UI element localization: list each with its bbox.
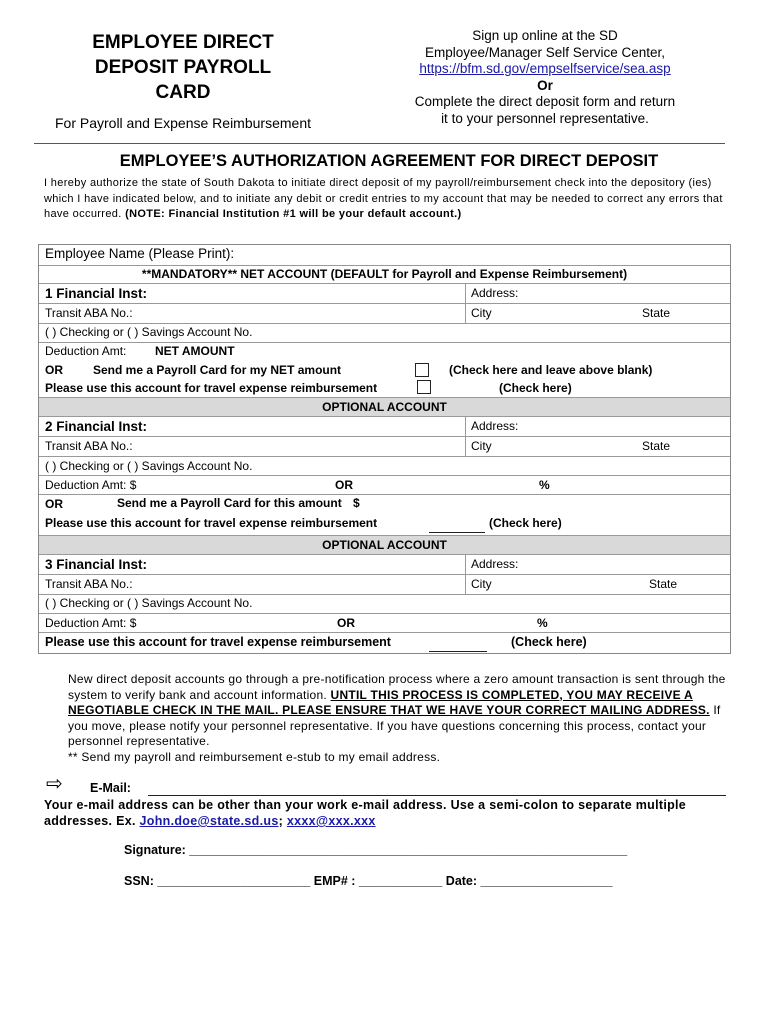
inst1-label: 1 Financial Inst:: [45, 286, 148, 301]
inst2-check-here: (Check here): [489, 516, 562, 530]
agreement-body: I hereby authorize the state of South Dakota to initiate direct deposit of my payroll/reimbursement check into the depository (ies) which I have indicated below, and to initiate any debit or credit entries to my account that may be needed to correct any errors that have occurred.: [44, 177, 723, 220]
inst2-or-label-2: OR: [45, 497, 63, 511]
inst2-label: 2 Financial Inst:: [45, 419, 148, 434]
row-divider: [39, 494, 730, 495]
agreement-text: [44, 176, 724, 223]
inst1-net-amount: NET AMOUNT: [155, 344, 235, 358]
inst2-address-label: Address:: [471, 419, 519, 433]
inst3-percent: %: [537, 616, 548, 630]
inst3-travel-blank[interactable]: [429, 651, 487, 652]
inst2-travel-label: Please use this account for travel expense reimbursement: [45, 516, 378, 530]
inst1-check-leave-blank: (Check here and leave above blank): [449, 363, 653, 377]
inst1-address-label: Address:: [471, 286, 519, 300]
inst1-or-label: OR: [45, 363, 63, 377]
inst2-city-label: City: [471, 439, 492, 453]
inst2-payroll-card-label: Send me a Payroll Card for this amount: [117, 496, 342, 510]
email-field[interactable]: [148, 795, 726, 796]
agreement-heading: EMPLOYEE’S AUTHORIZATION AGREEMENT FOR DIRECT DEPOSIT: [119, 152, 659, 170]
inst1-account-type: ( ) Checking or ( ) Savings Account No.: [45, 325, 253, 339]
inst1-travel-checkbox[interactable]: [417, 380, 431, 394]
row-divider: [39, 632, 730, 633]
row-divider: [39, 594, 730, 595]
inst1-payroll-card-checkbox[interactable]: [415, 363, 429, 377]
row-divider: [39, 475, 730, 476]
signup-instructions: [380, 28, 710, 127]
row-divider: [39, 574, 730, 575]
signup-line: Employee/Manager Self Service Center,: [424, 44, 666, 60]
inst3-travel-label: Please use this account for travel expense reimbursement: [45, 635, 391, 649]
inst3-transit-label: Transit ABA No.:: [45, 577, 133, 591]
ssn-emp-date-fields[interactable]: SSN: ______________________ EMP# : ____________ Date: ___________________: [124, 874, 613, 888]
signup-line: Sign up online at the SD: [472, 28, 618, 43]
row-divider: [39, 613, 730, 614]
inst3-state-label: State: [649, 577, 678, 591]
inst2-transit-label: Transit ABA No.:: [45, 439, 133, 453]
signature-field[interactable]: Signature: _______________________________________________________________: [124, 843, 628, 857]
inst1-payroll-card-label: Send me a Payroll Card for my NET amount: [93, 363, 342, 377]
inst2-dollar: $: [353, 496, 360, 510]
agreement-note: (NOTE: Financial Institution #1 will be your default account.): [125, 208, 462, 220]
row-divider: [39, 342, 730, 343]
mandatory-heading: **MANDATORY** NET ACCOUNT (DEFAULT for Payroll and Expense Reimbursement): [141, 267, 628, 281]
row-divider: [39, 323, 730, 324]
inst2-deduction-label: Deduction Amt: $: [45, 478, 137, 492]
optional-account-heading: OPTIONAL ACCOUNT: [39, 535, 730, 555]
estub-note: ** Send my payroll and reimbursement e-stub to my email address.: [68, 749, 441, 764]
email-example-link[interactable]: John.doe@state.sd.us: [139, 814, 279, 828]
title-line: DEPOSIT PAYROLL: [94, 57, 272, 78]
title-line: EMPLOYEE DIRECT: [92, 32, 274, 53]
inst1-city-label: City: [471, 306, 492, 320]
email-label: E-Mail:: [90, 781, 131, 795]
notice-emphasis: UNTIL THIS PROCESS IS COMPLETED, YOU MAY RECEIVE A NEGOTIABLE CHECK IN THE MAIL. PLEASE ENSURE THAT WE HAVE YOUR CORRECT MAILING ADDRESS.: [68, 687, 710, 717]
employee-name-label: Employee Name (Please Print):: [45, 246, 235, 261]
inst2-account-type: ( ) Checking or ( ) Savings Account No.: [45, 459, 253, 473]
row-divider: [39, 303, 730, 304]
inst1-check-here: (Check here): [499, 381, 572, 395]
inst1-travel-label: Please use this account for travel expense reimbursement: [45, 381, 378, 395]
inst2-state-label: State: [642, 439, 671, 453]
inst3-or-label: OR: [337, 616, 355, 630]
right-arrow-icon: ⇨: [46, 773, 63, 795]
email-instructions: [44, 797, 734, 829]
inst3-check-here: (Check here): [511, 635, 587, 649]
inst1-transit-label: Transit ABA No.:: [45, 306, 133, 320]
row-divider: [39, 436, 730, 437]
inst3-address-label: Address:: [471, 557, 519, 571]
row-divider: [39, 265, 730, 266]
notice-text: New direct deposit accounts go through a pre-notification process where a zero amount transaction is sent through the system to verify bank and account information.: [68, 672, 726, 702]
inst1-deduction-label: Deduction Amt:: [45, 344, 127, 358]
inst3-label: 3 Financial Inst:: [45, 557, 148, 572]
deposit-form: [38, 244, 731, 654]
inst2-or-label: OR: [335, 478, 353, 492]
or-label: Or: [537, 77, 553, 93]
form-title: [40, 30, 326, 105]
optional-account-heading: OPTIONAL ACCOUNT: [39, 397, 730, 417]
notice-text: If you move, please notify your personnel representative. If you have questions concerning this process, contact your personnel representative.: [68, 703, 721, 748]
inst2-travel-blank[interactable]: [429, 532, 485, 533]
signup-line: Complete the direct deposit form and return: [414, 94, 676, 109]
self-service-link[interactable]: https://bfm.sd.gov/empselfservice/sea.asp: [419, 61, 671, 76]
inst1-state-label: State: [642, 306, 671, 320]
email-example-link[interactable]: xxxx@xxx.xxx: [286, 814, 376, 828]
header-divider: [34, 143, 725, 144]
inst3-deduction-label: Deduction Amt: $: [45, 616, 137, 630]
row-divider: [39, 456, 730, 457]
email-separator: ;: [278, 814, 287, 828]
prenotification-notice: [68, 672, 728, 765]
form-subtitle: For Payroll and Expense Reimbursement: [54, 115, 311, 131]
signup-line: it to your personnel representative.: [441, 110, 649, 126]
inst2-percent: %: [539, 478, 550, 492]
title-line: CARD: [155, 82, 211, 103]
email-note-text: Your e-mail address can be other than your work e-mail address. Use a semi-colon to separate multiple addresses. Ex.: [44, 798, 687, 828]
row-divider: [39, 283, 730, 284]
inst3-city-label: City: [471, 577, 492, 591]
inst3-account-type: ( ) Checking or ( ) Savings Account No.: [45, 596, 253, 610]
